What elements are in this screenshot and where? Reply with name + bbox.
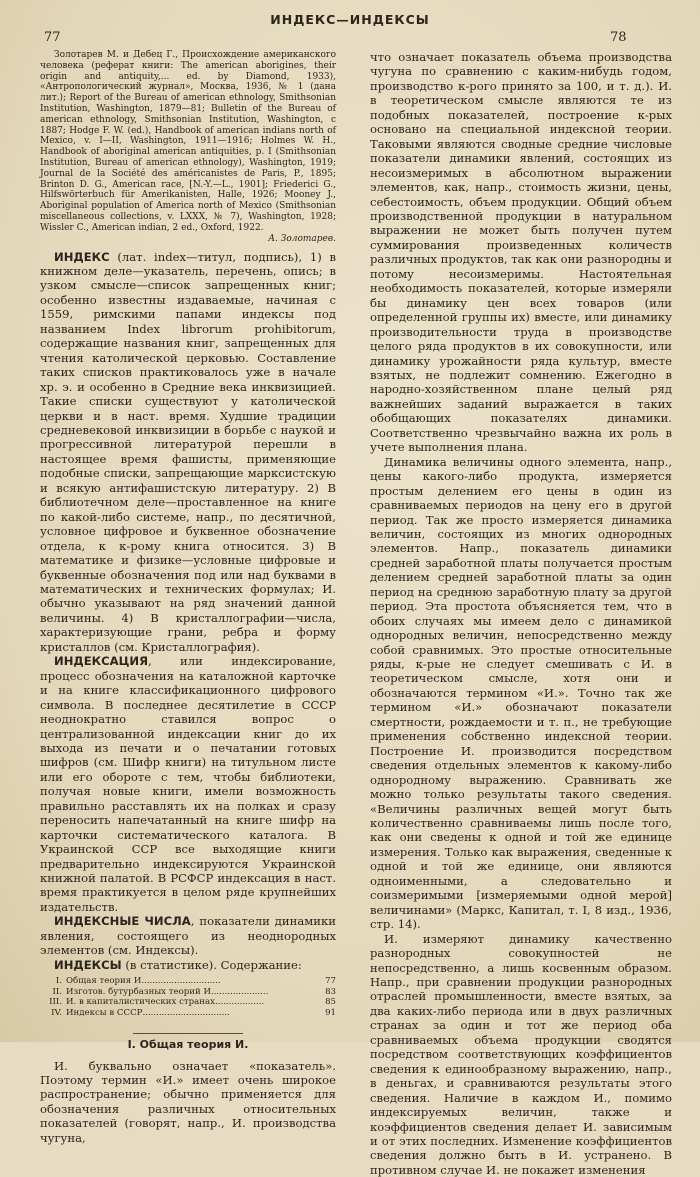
paragraph-1: что означает показатель объема производства чугуна по сравнению с каким-нибудь годом, производство к-рого принято за 100, и т. д.). И. в теоретическом смысле являются те из подобных показателей, построение к-рых основано на специальной индексной теории. Таковыми являются сводные средние числовые показатели динамики явлений, состоящих из несоизмеримых в абсолютном выражении элементов, как, напр., стоимость жизни, цены, себестоимость, объем продукции. Общий объем производственной продукции в натуральном выражении не может быть получен путем суммирования произведенных количеств различных продуктов, так как они разнородны и потому несоизмеримы. Настоятельная необходимость показателей, которые измеряли бы динамику цен всех товаров (или определенной группы их) вместе, или динамику производительности труда в производстве целого ряда продуктов в их совокупности, или динамику урожайности ряда культур, вместе взятых, не подлежит сомнению. Ежегодно в народно-хозяйственном плане целый ряд важнейших заданий выражается в таких обобщающих показателях динамики. Соответственно чрезвычайно важна их роль в учете выполнения плана. <box>370 50 672 455</box>
left-column <box>40 50 336 1145</box>
entry-indexation-lemma: ИНДЕКСАЦИЯ <box>54 654 148 669</box>
entry-index-numbers-text: , показатели динамики явления, состоящего из неоднородных элементов (см. Индексы). <box>40 914 336 958</box>
contents-item <box>40 1008 336 1019</box>
contents-item-page: 83 <box>325 986 336 997</box>
section-heading <box>40 1033 336 1051</box>
contents-list <box>40 976 336 1018</box>
contents-item <box>40 997 336 1008</box>
contents-item-number: II. <box>52 986 62 997</box>
entry-indices <box>40 958 336 972</box>
entry-indexation <box>40 654 336 914</box>
contents-item-leader: .................... <box>213 986 269 997</box>
paragraph-3: И. измеряют динамику качественно разнородных совокупностей не непосредственно, а лишь косвенным образом. Напр., при сравнении продукции разнородных отраслей промышленности, вместе взятых, за два каких-либо периода или в двух различных странах за один и тот же период оба сравниваемых объема продукции сводятся посредством соответствующих коэффициентов сведения к единообразному выражению, напр., в деньгах, и сравниваются результаты этого сведения. Наличие в каждом И., помимо индексируемых величин, также и коэффициентов сведения делает И. зависимым и от этих последних. Изменение коэффициентов сведения должно быть в И. устранено. В противном случае И. не покажет изменения <box>370 931 672 1177</box>
bibliography-author: А. Золотарев. <box>268 233 336 244</box>
entry-indices-lemma: ИНДЕКСЫ <box>54 957 122 972</box>
entry-index-lemma: ИНДЕКС <box>54 249 110 264</box>
contents-item-page: 91 <box>325 1007 336 1018</box>
bibliography: Золотарев М. и Дебец Г., Происхождение американского человека (реферат книги: The american aborigines, their origin and antiquity,... ed. by Diamond, 1933), «Антропологический журнал», Москва, 1936, № 1 (дана лит.); Report of the Bureau of american ethnology, Smithsonian Institution, Washington, 1879—81; Bulletin of the Bureau of american ethnology, Smithsonian Institution, Washington, с 1887; Hodge F. W. (ed.), Handbook of american indians north of Mexico, v. I—II, Washington, 1911—1916; Holmes W. H., Handbook of aboriginal american antiquities, p. I (Smithsonian Institution, Bureau of american ethnology), Washington, 1919; Journal de la Société des américanistes de Paris, P., 1895; Brinton D. G., American race, [N.-Y.—L., 1901]; Friederici G., Hilfswörterbuch für Amerikanisten, Halle, 1926; Mooney J., Aboriginal population of America north of Mexico (Smithsonian miscellaneous collections, v. LXXX, № 7), Washington, 1928; Wissler C., American indian, 2 ed., Oxford, 1922. <box>40 50 336 233</box>
entry-index-numbers <box>40 914 336 957</box>
section-title: I. Общая теория И. <box>127 1037 249 1051</box>
contents-item-leader: ................................ <box>142 1007 230 1018</box>
entry-index-text: (лат. index—титул, подпись), 1) в книжном деле—указатель, перечень, опись; в узком смысле—список запрещенных книг; особенно известны издаваемые, начиная с 1559, римскими папами индексы под названием Index librorum prohibitorum, содержащие названия книг, запрещенных для чтения католической церковью. Составление таких списков практиковалось уже в начале хр. э. и особенно в Средние века инквизицией. Такие списки существуют у католической церкви и в наст. время. Худшие традиции средневековой инквизиции в борьбе с наукой и прогрессивной литературой перешли в настоящее время фашисты, применяющие подобные списки, запрещающие марксистскую и всякую антифашистскую литературу. 2) В библиотечном деле—проставленное на книге по какой-либо системе, напр., по десятичной, условное цифровое и буквенное обозначение отдела, к к-рому книга относится. 3) В математике и физике—условные цифровые и буквенные обозначения под или над буквами в математических и технических формулах; И. обычно указывают на ряд значений данной величины. 4) В кристаллографии—числа, характеризующие грани, ребра и форму кристаллов (см. Кристаллография). <box>40 249 336 654</box>
contents-item-leader: .................. <box>215 997 265 1008</box>
contents-item-page: 85 <box>325 997 336 1008</box>
running-title: ИНДЕКС—ИНДЕКСЫ <box>270 12 430 27</box>
contents-item-number: III. <box>49 997 62 1008</box>
contents-item <box>40 976 336 987</box>
entry-indices-text: (в статистике). Содержание: <box>121 957 302 972</box>
entry-index-numbers-lemma: ИНДЕКСНЫЕ ЧИСЛА <box>54 914 191 929</box>
contents-item-title: Индексы в СССР <box>66 1007 143 1018</box>
contents-item-title: Изготов. бутурбазных теорий И. <box>66 986 214 997</box>
contents-item-number: IV. <box>51 1007 62 1018</box>
page-number-right: 78 <box>610 30 627 45</box>
contents-item-leader: ............................ <box>144 976 221 987</box>
entry-indexation-text: , или индексирование, процесс обозначения на каталожной карточке и на книге классификационного цифрового символа. В последнее десятилетие в СССР неоднократно ставился вопрос о централизованной индексации книг до их выхода из печати и о печатании готовых шифров (см. Шифр книги) на титульном листе или его обороте с тем, чтобы библиотеки, получая новые книги, имели возможность правильно расставлять их на полках и сразу переносить напечатанный на книге шифр на карточки систематического каталога. В Украинской ССР все выходящие книги предварительно индексируются Украинской книжной палатой. В РСФСР индексация в наст. время практикуется в целом ряде крупнейших издательств. <box>40 654 336 914</box>
section-paragraph: И. буквально означает «показатель». Поэтому термин «И.» имеет очень широкое распространение; обычно применяется для обозначения различных относительных показателей (говорят, напр., И. производства чугуна, <box>40 1058 336 1145</box>
page-header <box>0 6 700 45</box>
page-number-left: 77 <box>44 30 61 45</box>
contents-item-number: I. <box>55 976 62 987</box>
paragraph-2: Динамика величины одного элемента, напр., цены какого-либо продукта, измеряется простым делением его цены в один из сравниваемых периодов на цену его в другой период. Так же просто измеряется динамика величин, состоящих из многих однородных элементов. Напр., показатель динамики средней заработной платы получается простым делением средней заработной платы за один период на среднюю заработную плату за другой период. Эта простота объясняется тем, что в обоих случаях мы имеем дело с динамикой однородных величин, непосредственно между собой сравнимых. Это простые относительные ряды, к-рые не следует смешивать с И. в теоретическом смысле, хотя они и обозначаются термином «И.». Точно так же термином «И.» обозначают показатели смертности, рождаемости и т. п., не требующие применения собственно индексной теории. Построение И. производится посредством сведения отдельных элементов к какому-либо однородному выражению. Сравнивать же можно только результаты такого сведения. «Величины различных вещей могут быть количественно сравниваемы лишь после того, как они сведены к одной и той же единице измерения. Только как выражения, сведенные к одной и той же единице, они являются одноименными, а следовательно и соизмеримыми [измеряемыми одной мерой] величинами» (Маркс, Капитал, т. I, 8 изд., 1936, стр. 14). <box>370 454 672 932</box>
contents-item <box>40 987 336 998</box>
contents-item-title: И. в капиталистических странах <box>66 997 215 1008</box>
contents-item-title: Общая теория И. <box>66 976 145 987</box>
contents-item-page: 77 <box>325 976 336 987</box>
entry-index <box>40 250 336 655</box>
section-rule <box>133 1033 243 1034</box>
right-column <box>370 50 672 1177</box>
